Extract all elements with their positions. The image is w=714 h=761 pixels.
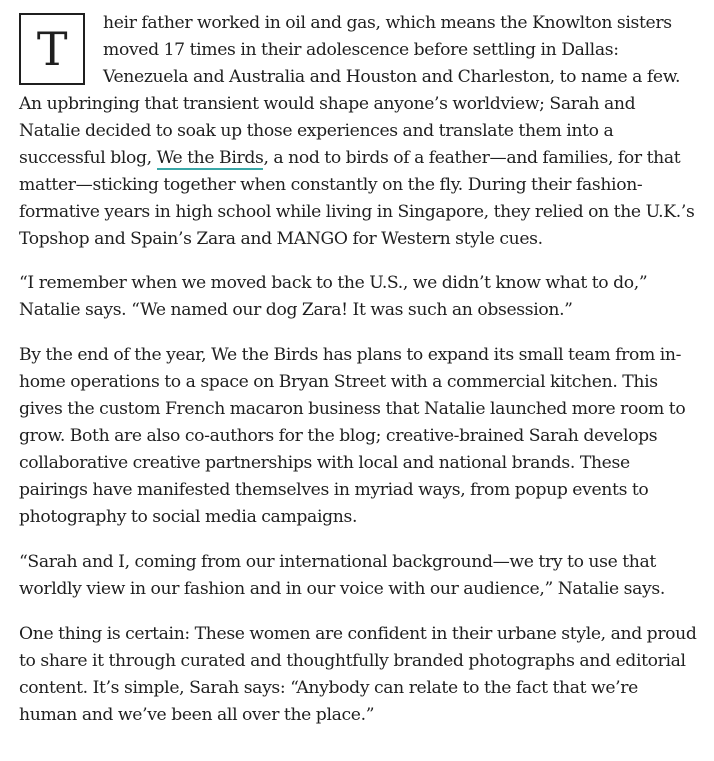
we-the-birds-link[interactable]: We the Birds — [156, 148, 264, 168]
paragraph-1-text-a: heir father worked in oil and gas, which means the Knowlton sisters moved 17 times in their adolescence before settling in Dallas: Venezuela and Australia and Houston and Charleston, to name a few. An upbringing that transient would shape anyone’s worldview; Sarah and Natalie decided to soak up those experiences and translate them into a successful blog, — [19, 13, 681, 168]
paragraph-2: “I remember when we moved back to the U.S., we didn’t know what to do,” Natalie says. “We named our dog Zara! It was such an obsession.” — [19, 273, 648, 320]
paragraph-3: By the end of the year, We the Birds has plans to expand its small team from in-home operations to a space on Bryan Street with a commercial kitchen. This gives the custom French macaron business that Natalie launched more room to grow. Both are also co-authors for the blog; creative-brained Sarah develops collaborative creative partnerships with local and national brands. These pairings have manifested themselves in myriad ways, from popup events to photography to social media campaigns. — [19, 345, 686, 527]
paragraph-1 — [19, 10, 699, 253]
drop-cap: T — [19, 13, 85, 85]
article-body — [19, 0, 699, 729]
paragraph-5: One thing is certain: These women are confident in their urbane style, and proud to share it through curated and thoughtfully branded photographs and editorial content. It’s simple, Sarah says: “Anybody can relate to the fact that we’re human and we’ve been all over the place.” — [19, 624, 697, 725]
paragraph-4: “Sarah and I, coming from our international background—we try to use that worldly view in our fashion and in our voice with our audience,” Natalie says. — [19, 552, 665, 599]
paragraph-1-text-b: , a nod to birds of a feather—and families, for that matter—sticking together when constantly on the fly. During their fashion-formative years in high school while living in Singapore, they relied on the U.K.’s Topshop and Spain’s Zara and MANGO for Western style cues. — [19, 148, 695, 249]
